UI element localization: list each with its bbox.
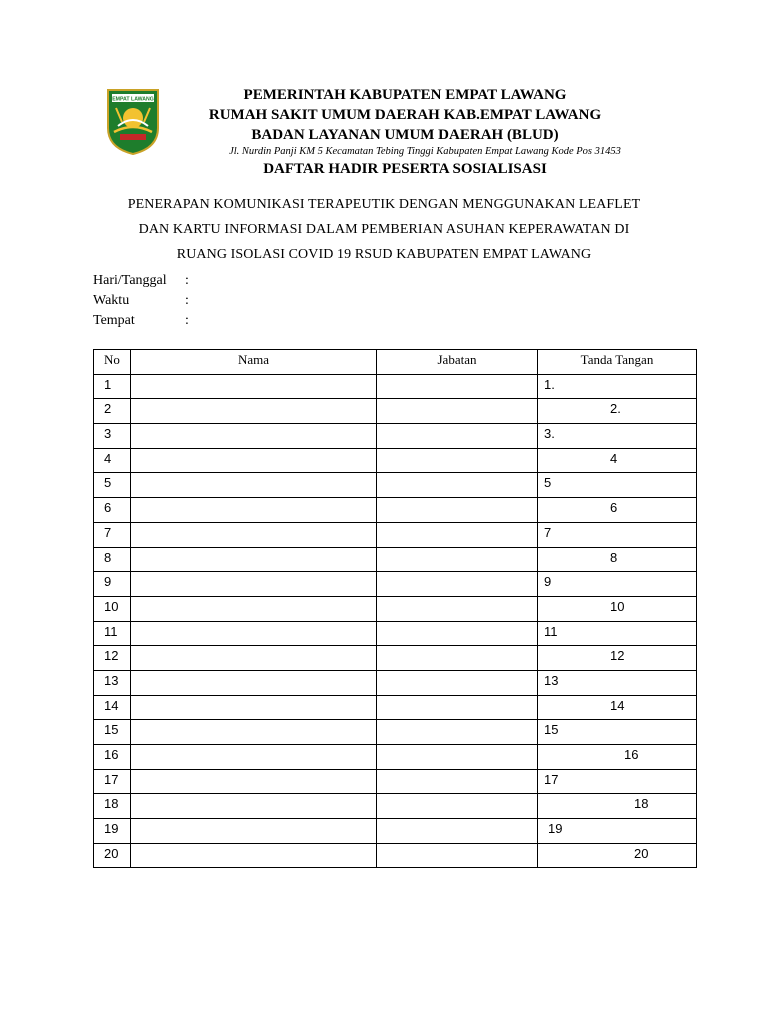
signature-number: 14 (610, 697, 625, 713)
position-cell[interactable] (377, 670, 538, 695)
signature-number: 13 (544, 672, 559, 688)
row-number: 4 (94, 448, 131, 473)
signature-cell[interactable] (538, 646, 697, 671)
row-number: 9 (94, 572, 131, 597)
position-cell[interactable] (377, 399, 538, 424)
signature-cell[interactable] (538, 522, 697, 547)
name-cell[interactable] (131, 621, 377, 646)
table-row (94, 596, 697, 621)
name-cell[interactable] (131, 596, 377, 621)
signature-number: 5 (544, 475, 552, 491)
document-title: DAFTAR HADIR PESERTA SOSIALISASI (263, 161, 547, 177)
name-cell[interactable] (131, 670, 377, 695)
signature-number: 7 (544, 524, 552, 540)
signature-number: 9 (544, 574, 552, 590)
table-row (94, 448, 697, 473)
header-address: Jl. Nurdin Panji KM 5 Kecamatan Tebing Tinggi Kabupaten Empat Lawang Kode Pos 31453 (229, 146, 621, 157)
header-nama: Nama (131, 350, 377, 375)
table-row (94, 646, 697, 671)
table-row (94, 745, 697, 770)
field-time (93, 293, 189, 309)
name-cell[interactable] (131, 572, 377, 597)
field-time-label: Waktu (93, 293, 130, 308)
table-row (94, 794, 697, 819)
table-row (94, 720, 697, 745)
signature-cell[interactable] (538, 769, 697, 794)
position-cell[interactable] (377, 745, 538, 770)
row-number: 8 (94, 547, 131, 572)
row-number: 3 (94, 424, 131, 449)
position-cell[interactable] (377, 572, 538, 597)
name-cell[interactable] (131, 695, 377, 720)
signature-number: 3. (544, 426, 555, 442)
table-row (94, 522, 697, 547)
row-number: 16 (94, 745, 131, 770)
field-date-colon: : (185, 273, 189, 288)
signature-cell[interactable] (538, 399, 697, 424)
signature-cell[interactable] (538, 448, 697, 473)
topic-line-2: DAN KARTU INFORMASI DALAM PEMBERIAN ASUHAN KEPERAWATAN DI (138, 222, 630, 237)
logo-text: EMPAT LAWANG (112, 96, 154, 103)
row-number: 13 (94, 670, 131, 695)
name-cell[interactable] (131, 399, 377, 424)
attendance-rows (94, 374, 697, 868)
name-cell[interactable] (131, 424, 377, 449)
table-row (94, 547, 697, 572)
table-header-row (94, 350, 697, 375)
signature-cell[interactable] (538, 596, 697, 621)
name-cell[interactable] (131, 448, 377, 473)
attendance-table (93, 349, 697, 868)
table-row (94, 399, 697, 424)
position-cell[interactable] (377, 448, 538, 473)
signature-number: 8 (610, 549, 618, 565)
position-cell[interactable] (377, 720, 538, 745)
position-cell[interactable] (377, 547, 538, 572)
signature-number: 6 (610, 500, 618, 516)
table-row (94, 621, 697, 646)
name-cell[interactable] (131, 769, 377, 794)
table-row (94, 498, 697, 523)
table-row (94, 843, 697, 868)
topic-line-3: RUANG ISOLASI COVID 19 RSUD KABUPATEN EMPAT LAWANG (176, 247, 592, 262)
name-cell[interactable] (131, 794, 377, 819)
position-cell[interactable] (377, 794, 538, 819)
row-number: 11 (94, 621, 131, 646)
field-place-label: Tempat (93, 313, 135, 328)
signature-cell[interactable] (538, 572, 697, 597)
signature-cell[interactable] (538, 670, 697, 695)
signature-cell[interactable] (538, 720, 697, 745)
table-row (94, 572, 697, 597)
signature-number: 2. (610, 401, 621, 417)
table-row (94, 374, 697, 399)
signature-cell[interactable] (538, 695, 697, 720)
position-cell[interactable] (377, 819, 538, 844)
table-row (94, 695, 697, 720)
position-cell[interactable] (377, 473, 538, 498)
table-row (94, 819, 697, 844)
name-cell[interactable] (131, 819, 377, 844)
signature-number: 20 (634, 845, 649, 861)
name-cell[interactable] (131, 843, 377, 868)
signature-cell[interactable] (538, 794, 697, 819)
row-number: 12 (94, 646, 131, 671)
position-cell[interactable] (377, 522, 538, 547)
field-place (93, 313, 189, 329)
name-cell[interactable] (131, 374, 377, 399)
signature-cell[interactable] (538, 498, 697, 523)
name-cell[interactable] (131, 745, 377, 770)
signature-cell[interactable] (538, 424, 697, 449)
signature-cell[interactable] (538, 745, 697, 770)
signature-cell[interactable] (538, 547, 697, 572)
field-date (93, 273, 189, 289)
position-cell[interactable] (377, 843, 538, 868)
position-cell[interactable] (377, 769, 538, 794)
topic-line-1: PENERAPAN KOMUNIKASI TERAPEUTIK DENGAN MENGGUNAKAN LEAFLET (127, 197, 641, 212)
signature-number: 15 (544, 722, 559, 738)
header-hospital-name: RUMAH SAKIT UMUM DAERAH KAB.EMPAT LAWANG (208, 107, 602, 123)
row-number: 5 (94, 473, 131, 498)
header-no: No (94, 350, 131, 375)
row-number: 18 (94, 794, 131, 819)
signature-number: 17 (544, 771, 559, 787)
row-number: 15 (94, 720, 131, 745)
field-place-colon: : (185, 313, 189, 328)
header-agency-name: BADAN LAYANAN UMUM DAERAH (BLUD) (251, 127, 559, 143)
name-cell[interactable] (131, 547, 377, 572)
table-row (94, 670, 697, 695)
position-cell[interactable] (377, 424, 538, 449)
field-time-colon: : (185, 293, 189, 308)
signature-number: 10 (610, 598, 625, 614)
row-number: 7 (94, 522, 131, 547)
signature-cell[interactable] (538, 621, 697, 646)
position-cell[interactable] (377, 621, 538, 646)
row-number: 6 (94, 498, 131, 523)
row-number: 19 (94, 819, 131, 844)
row-number: 1 (94, 374, 131, 399)
name-cell[interactable] (131, 646, 377, 671)
header-tanda-tangan: Tanda Tangan (538, 350, 697, 375)
table-row (94, 769, 697, 794)
name-cell[interactable] (131, 498, 377, 523)
field-date-label: Hari/Tanggal (93, 273, 167, 288)
signature-number: 12 (610, 648, 625, 664)
table-row (94, 424, 697, 449)
position-cell[interactable] (377, 596, 538, 621)
signature-number: 18 (634, 796, 649, 812)
name-cell[interactable] (131, 720, 377, 745)
header-jabatan: Jabatan (377, 350, 538, 375)
name-cell[interactable] (131, 473, 377, 498)
signature-cell[interactable] (538, 374, 697, 399)
table-row (94, 473, 697, 498)
signature-number: 19 (548, 821, 563, 837)
signature-number: 1. (544, 376, 555, 392)
header-government-name: PEMERINTAH KABUPATEN EMPAT LAWANG (243, 87, 567, 103)
row-number: 2 (94, 399, 131, 424)
signature-cell[interactable] (538, 819, 697, 844)
row-number: 10 (94, 596, 131, 621)
signature-number: 11 (544, 623, 558, 639)
position-cell[interactable] (377, 646, 538, 671)
row-number: 14 (94, 695, 131, 720)
signature-cell[interactable] (538, 843, 697, 868)
position-cell[interactable] (377, 695, 538, 720)
row-number: 20 (94, 843, 131, 868)
signature-cell[interactable] (538, 473, 697, 498)
position-cell[interactable] (377, 374, 538, 399)
row-number: 17 (94, 769, 131, 794)
signature-number: 16 (624, 747, 639, 762)
signature-number: 4 (610, 450, 618, 466)
name-cell[interactable] (131, 522, 377, 547)
position-cell[interactable] (377, 498, 538, 523)
